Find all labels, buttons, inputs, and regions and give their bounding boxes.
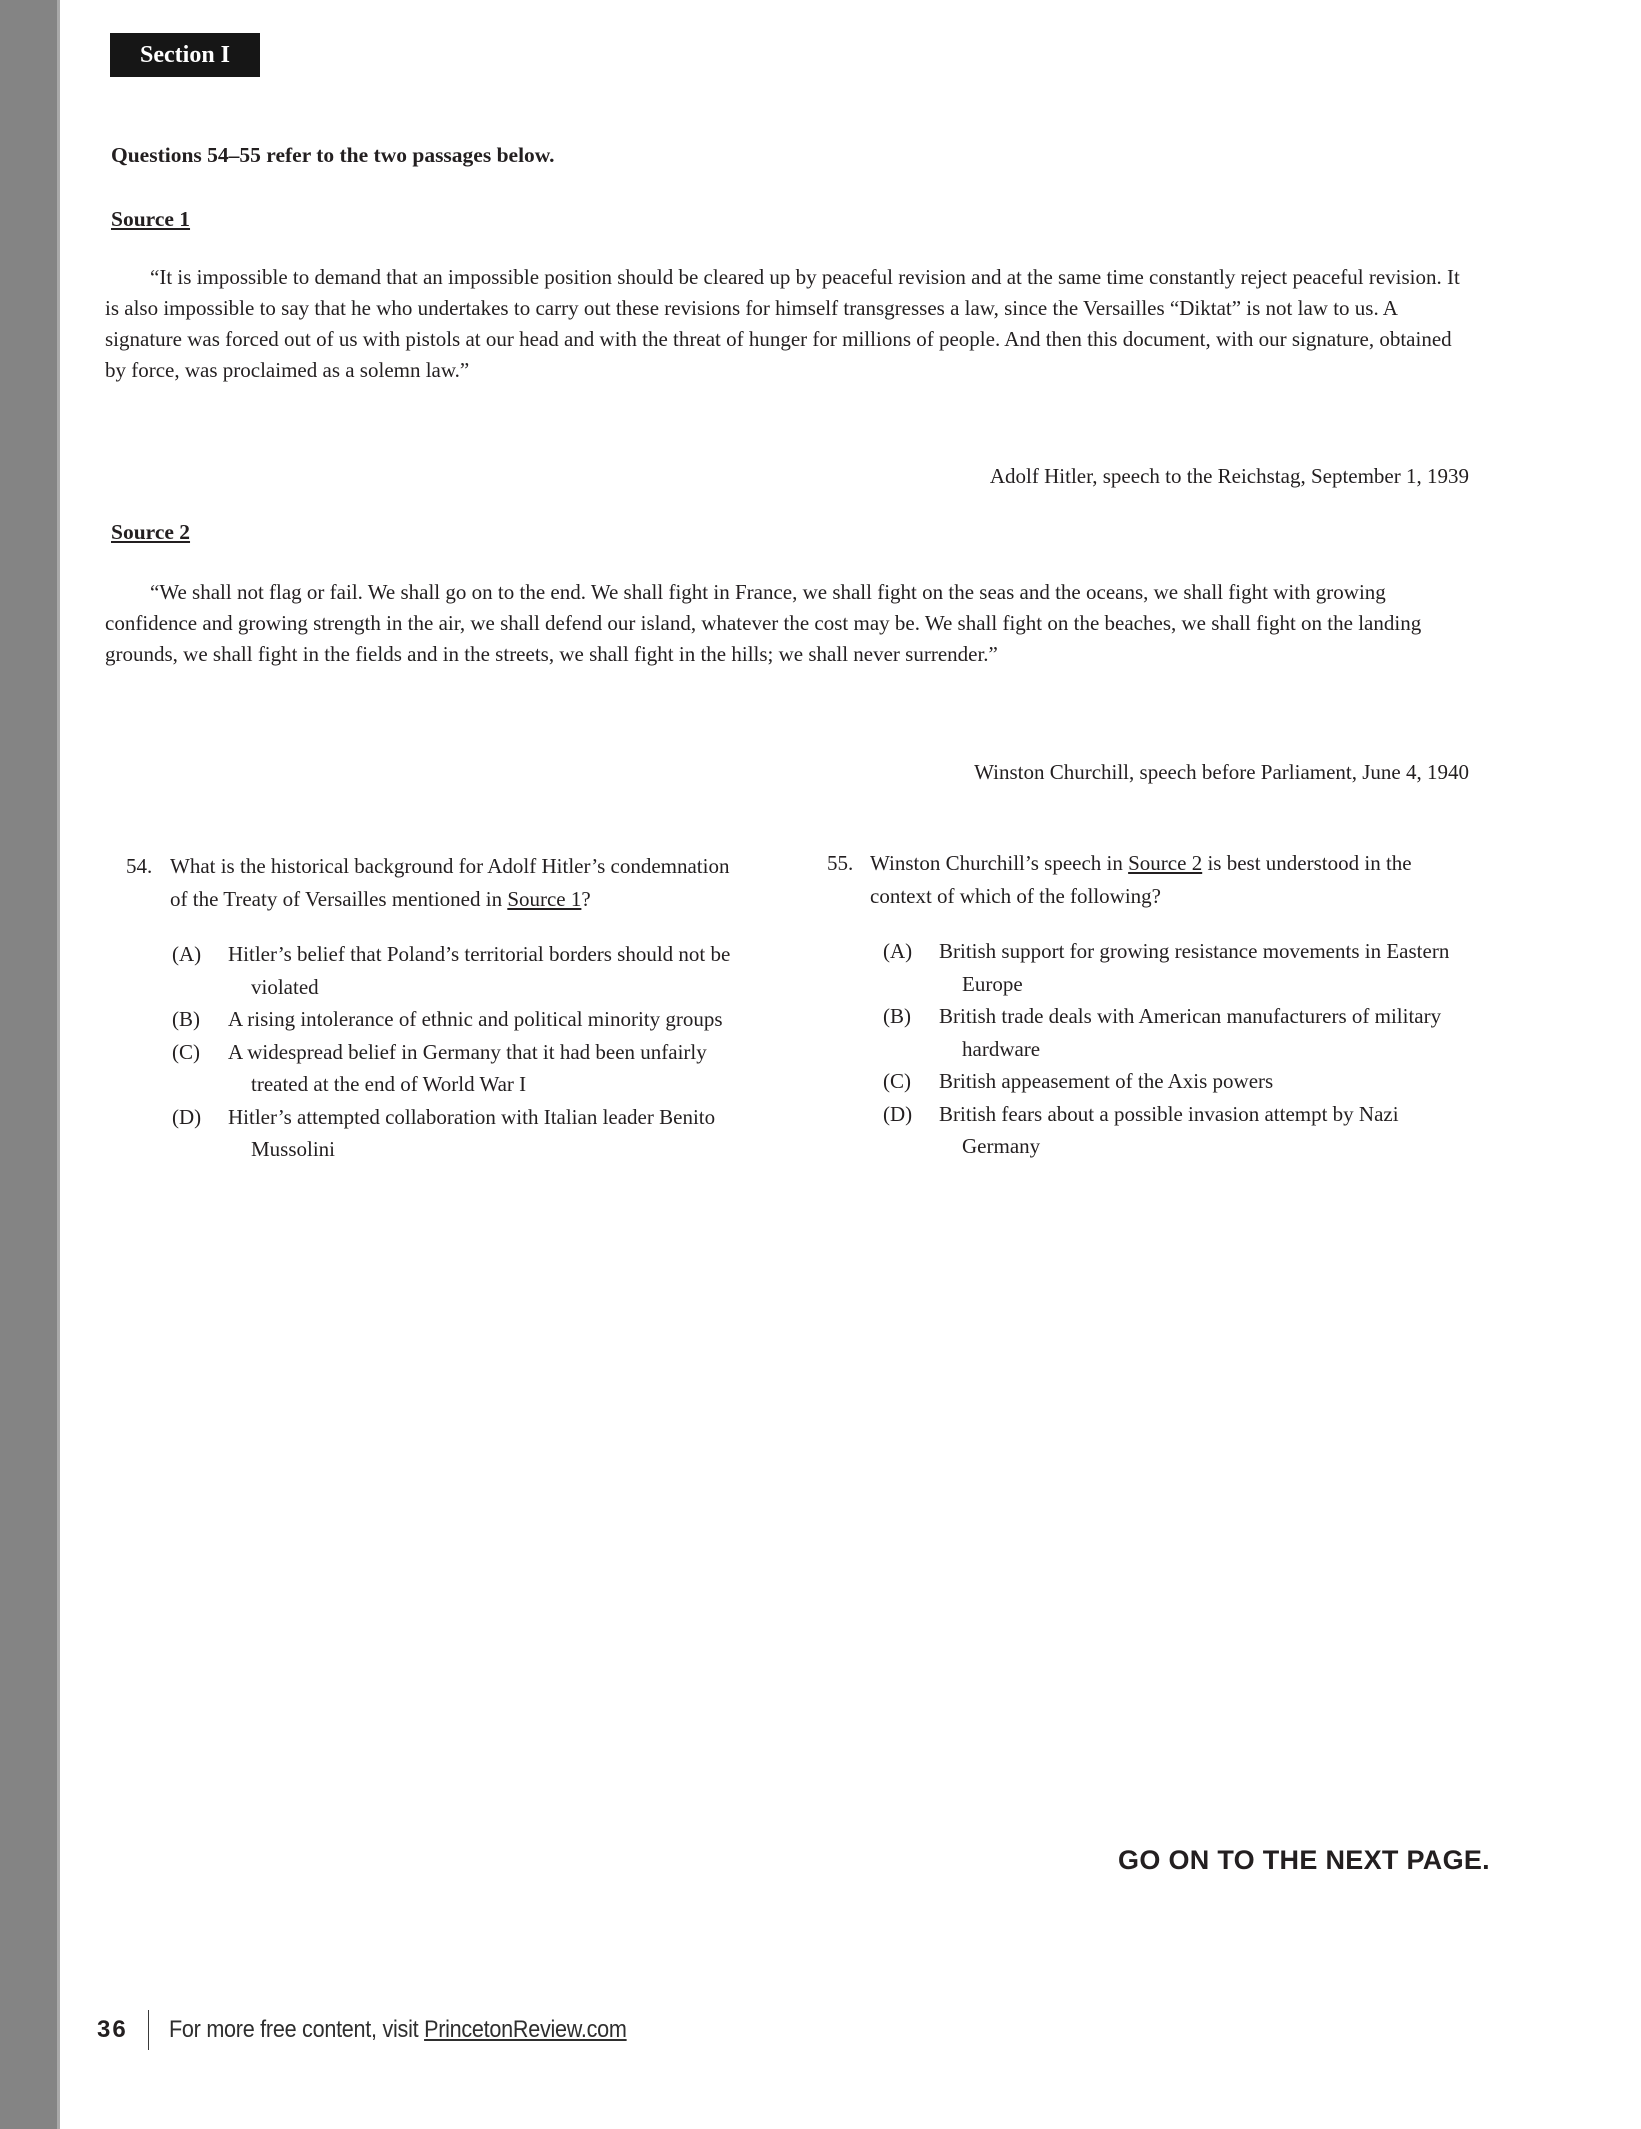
choice-54-c-text: A widespread belief in Germany that it had been unfairly treated at the end of World War I (228, 1039, 707, 1096)
choice-55-c-text: British appeasement of the Axis powers (939, 1069, 1274, 1093)
section-label: Section I (140, 41, 230, 68)
question-54 (126, 850, 736, 1166)
choice-54-c (172, 1036, 736, 1101)
go-on-instruction: GO ON TO THE NEXT PAGE. (1118, 1845, 1490, 1875)
page-footer (97, 2008, 678, 2052)
choice-54-a (172, 938, 736, 1003)
choice-55-a-text: British support for growing resistance movements in Eastern Europe (939, 939, 1450, 996)
footer-promo-text: For more free content, visit (169, 2016, 425, 2043)
choice-54-d-text: Hitler’s attempted collaboration with Italian leader Benito Mussolini (228, 1104, 716, 1161)
footer-divider (148, 2010, 150, 2050)
source-2-attribution: Winston Churchill, speech before Parliament, June 4, 1940 (974, 760, 1469, 784)
question-55-stem-row (827, 847, 1472, 912)
question-55-stem (870, 847, 1472, 912)
choice-55-c (883, 1065, 1472, 1098)
page-edge-bar (0, 0, 60, 2129)
choice-54-d (172, 1101, 736, 1166)
source-1-label: Source 1 (111, 207, 191, 231)
question-54-choices (172, 938, 736, 1166)
question-55-stem-suffix: is best understood in the context of which of the following? (870, 851, 1412, 908)
question-54-number: 54. (126, 854, 153, 878)
choice-55-a (883, 935, 1472, 1000)
source-2-passage: “We shall not flag or fail. We shall go on to the end. We shall fight in France, we shall fight on the seas and the oceans, we shall fight with growing confidence and growing strength in the air, we shall defend our island, whatever the cost may be. We shall fight on the beaches, we shall fight on the landing grounds, we shall fight in the fields and in the streets, we shall fight in the hills; we shall never surrender.” (105, 580, 1422, 666)
choice-54-a-text: Hitler’s belief that Poland’s territorial borders should not be violated (228, 942, 731, 999)
question-55-number: 55. (827, 851, 854, 875)
choice-55-b-text: British trade deals with American manufacturers of military hardware (939, 1004, 1442, 1061)
choice-55-a-label: (A) (883, 939, 913, 963)
choice-55-b-label: (B) (883, 1004, 911, 1028)
princeton-review-link[interactable]: PrincetonReview.com (424, 2016, 627, 2043)
section-header-box (110, 33, 260, 77)
question-range-instruction: Questions 54–55 refer to the two passages below. (111, 143, 555, 167)
choice-55-b (883, 1000, 1472, 1065)
choice-54-d-label: (D) (172, 1104, 202, 1129)
question-55-choices (883, 935, 1472, 1163)
page-number: 36 (97, 2016, 128, 2043)
choice-55-d-text: British fears about a possible invasion attempt by Nazi Germany (939, 1101, 1399, 1158)
question-54-stem (170, 850, 736, 915)
question-55 (827, 847, 1472, 1163)
choice-54-b-label: (B) (172, 1007, 200, 1031)
source-1-reference: Source 1 (507, 886, 582, 911)
source-2-reference: Source 2 (1128, 851, 1203, 875)
question-55-stem-text: Winston Churchill’s speech in (870, 851, 1129, 875)
source-1-passage: “It is impossible to demand that an impossible position should be cleared up by peaceful revision and at the same time constantly reject peaceful revision. It is also impossible to say that he who undertakes to carry out these revisions for himself transgresses a law, since the Versailles “Diktat” is not law to us. A signature was forced out of us with pistols at our head and with the threat of hunger for millions of people. And then this document, with our signature, obtained by force, was proclaimed as a solemn law.” (105, 265, 1460, 382)
choice-54-a-label: (A) (172, 942, 202, 966)
question-54-stem-suffix: ? (581, 886, 591, 911)
question-54-stem-row (126, 850, 736, 915)
source-1-attribution: Adolf Hitler, speech to the Reichstag, September 1, 1939 (989, 464, 1469, 488)
choice-54-b-text: A rising intolerance of ethnic and political minority groups (228, 1007, 723, 1031)
question-54-stem-text: What is the historical background for Adolf Hitler’s condemnation of the Treaty of Versailles mentioned in (170, 854, 730, 911)
choice-55-c-label: (C) (883, 1069, 911, 1093)
choice-55-d-label: (D) (883, 1101, 913, 1126)
choice-54-b (172, 1003, 736, 1036)
choice-54-c-label: (C) (172, 1039, 200, 1064)
footer-promo (169, 2016, 627, 2044)
choice-55-d (883, 1098, 1472, 1163)
source-2-label: Source 2 (111, 520, 191, 544)
